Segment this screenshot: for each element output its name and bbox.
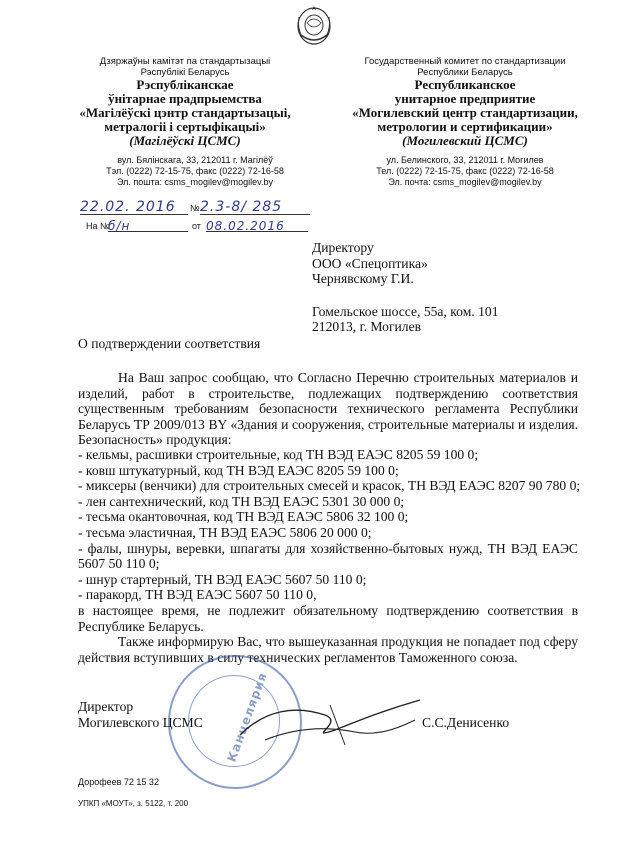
body-conclusion: в настоящее время, не подлежит обязательному подтверждению соответствия в Республике Беларусь. (78, 603, 578, 634)
product-item: - фалы, шнуры, веревки, шпагаты для хозяйственно-бытовых нужд, ТН ВЭД ЕАЭС 5607 50 110 0; (78, 540, 578, 572)
body-also: Также информирую Вас, что вышеуказанная продукция не попадает под сферу действия вступивших в силу технических регламентов Таможенного союза. (78, 634, 578, 665)
addressee-line: ООО «Спецоптика» (312, 255, 428, 271)
ref-date-field (206, 217, 308, 232)
product-item: - ковш штукатурный, код ТН ВЭД ЕАЭС 8205 59 100 0; (78, 462, 399, 478)
product-item: - паракорд, ТН ВЭД ЕАЭС 5607 50 110 0, (78, 587, 317, 603)
header-committee-by (60, 56, 310, 78)
org-short: (Могилевский ЦСМС) (402, 133, 528, 148)
org-short: (Магілёўскі ЦСМС) (129, 133, 241, 148)
executor-info: Дорофеев 72 15 32 (78, 777, 159, 787)
committee-line: Дзяржаўны камітэт па стандартызацыі (99, 56, 271, 67)
committee-line: Государственный комитет по стандартизации (364, 56, 566, 67)
product-item: - кельмы, расшивки строительные, код ТН ВЭД ЕАЭС 8205 59 100 0; (78, 447, 479, 462)
org-line: Рэспубліканскае (136, 77, 234, 92)
reg-date-field (80, 198, 188, 215)
ref-date: 08.02.2016 (206, 219, 285, 233)
ref-label: На № (86, 221, 110, 231)
header-contacts-ru (365, 155, 565, 188)
ref-number-field (108, 217, 188, 232)
state-emblem-icon (293, 3, 335, 47)
header-org-by (60, 78, 310, 148)
product-item: - тесьма окантовочная, код ТН ВЭД ЕАЭС 5806 32 100 0; (78, 509, 409, 525)
contact-line: ул. Белинского, 33, 212011 г. Могилев (386, 155, 544, 165)
reg-number: 2.3-8/ 285 (200, 199, 283, 215)
contact-line: Эл. пошта: csms_mogilev@mogilev.by (116, 177, 274, 187)
contact-line: Эл. почта: csms_mogilev@mogilev.by (388, 177, 542, 187)
letter-subject: О подтверждении соответствия (78, 336, 261, 351)
org-line: «Могилевский центр стандартизации, (352, 105, 578, 120)
handwritten-signature (235, 690, 425, 750)
org-line: метрологии и сертификации» (377, 119, 553, 134)
addressee-line: Директору (312, 240, 374, 255)
product-item: - миксеры (венчики) для строительных смесей и красок, ТН ВЭД ЕАЭС 8207 90 780 0; (78, 478, 581, 494)
signatory-name: С.С.Денисенко (422, 715, 510, 730)
header-org-ru (340, 78, 590, 148)
org-line: «Магілёўскі цэнтр стандартызацыі, (79, 105, 291, 120)
address-line: Гомельское шоссе, 55а, ком. 101 (312, 303, 499, 319)
org-line: унитарное предприятие (394, 91, 536, 106)
addressee (312, 240, 499, 335)
product-item: - шнур стартерный, ТН ВЭД ЕАЭС 5607 50 110 0; (78, 571, 367, 587)
body-intro: На Ваш запрос сообщаю, что Согласно Перечню строительных материалов и изделий, работ в строительстве, подлежащих подтверждению соответствия существенным требованиям безопасности технического регламента Республики Беларусь ТР 2009/013 BY «Здания и сооружения, строительные материалы и изделия. Безопасность» продукция: (78, 370, 578, 448)
product-item: - лен сантехнический, код ТН ВЭД ЕАЭС 5301 30 000 0; (78, 493, 405, 509)
header-committee-ru (340, 56, 590, 78)
org-line: Республиканское (414, 77, 516, 92)
committee-line: Рэспублікі Беларусь (140, 67, 230, 78)
stamp-text: Канцелярия (224, 670, 270, 764)
org-line: ўнітарнае прадпрыемства (108, 91, 262, 106)
printer-info: УПКП «МОУТ», з. 5122, т. 200 (78, 799, 189, 808)
header-contacts-by (95, 155, 295, 188)
contact-line: Тел. (0222) 72-15-75, факс (0222) 72-16-58 (376, 166, 554, 176)
addressee-line: Чернявскому Г.И. (312, 271, 414, 286)
reg-no-sign: № (190, 203, 200, 213)
contact-line: Тэл. (0222) 72-15-75, факс (0222) 72-16-58 (106, 166, 284, 176)
signatory-title (78, 699, 203, 730)
signatory-title-line: Директор (78, 699, 134, 714)
committee-line: Республики Беларусь (417, 67, 513, 78)
product-item: - тесьма эластичная, ТН ВЭД ЕАЭС 5806 20 000 0; (78, 525, 372, 540)
ref-from-label: от (192, 221, 201, 231)
contact-line: вул. Бялінскага, 33, 212011 г. Магілёў (117, 155, 273, 165)
signatory-title-line: Могилевского ЦСМС (78, 714, 203, 730)
org-line: метралогіі і сертыфікацыі» (104, 119, 266, 134)
reg-number-field (200, 198, 310, 215)
reg-date: 22.02. 2016 (80, 199, 176, 215)
ref-number: б/н (108, 219, 131, 233)
address-line: 212013, г. Могилев (312, 319, 422, 334)
